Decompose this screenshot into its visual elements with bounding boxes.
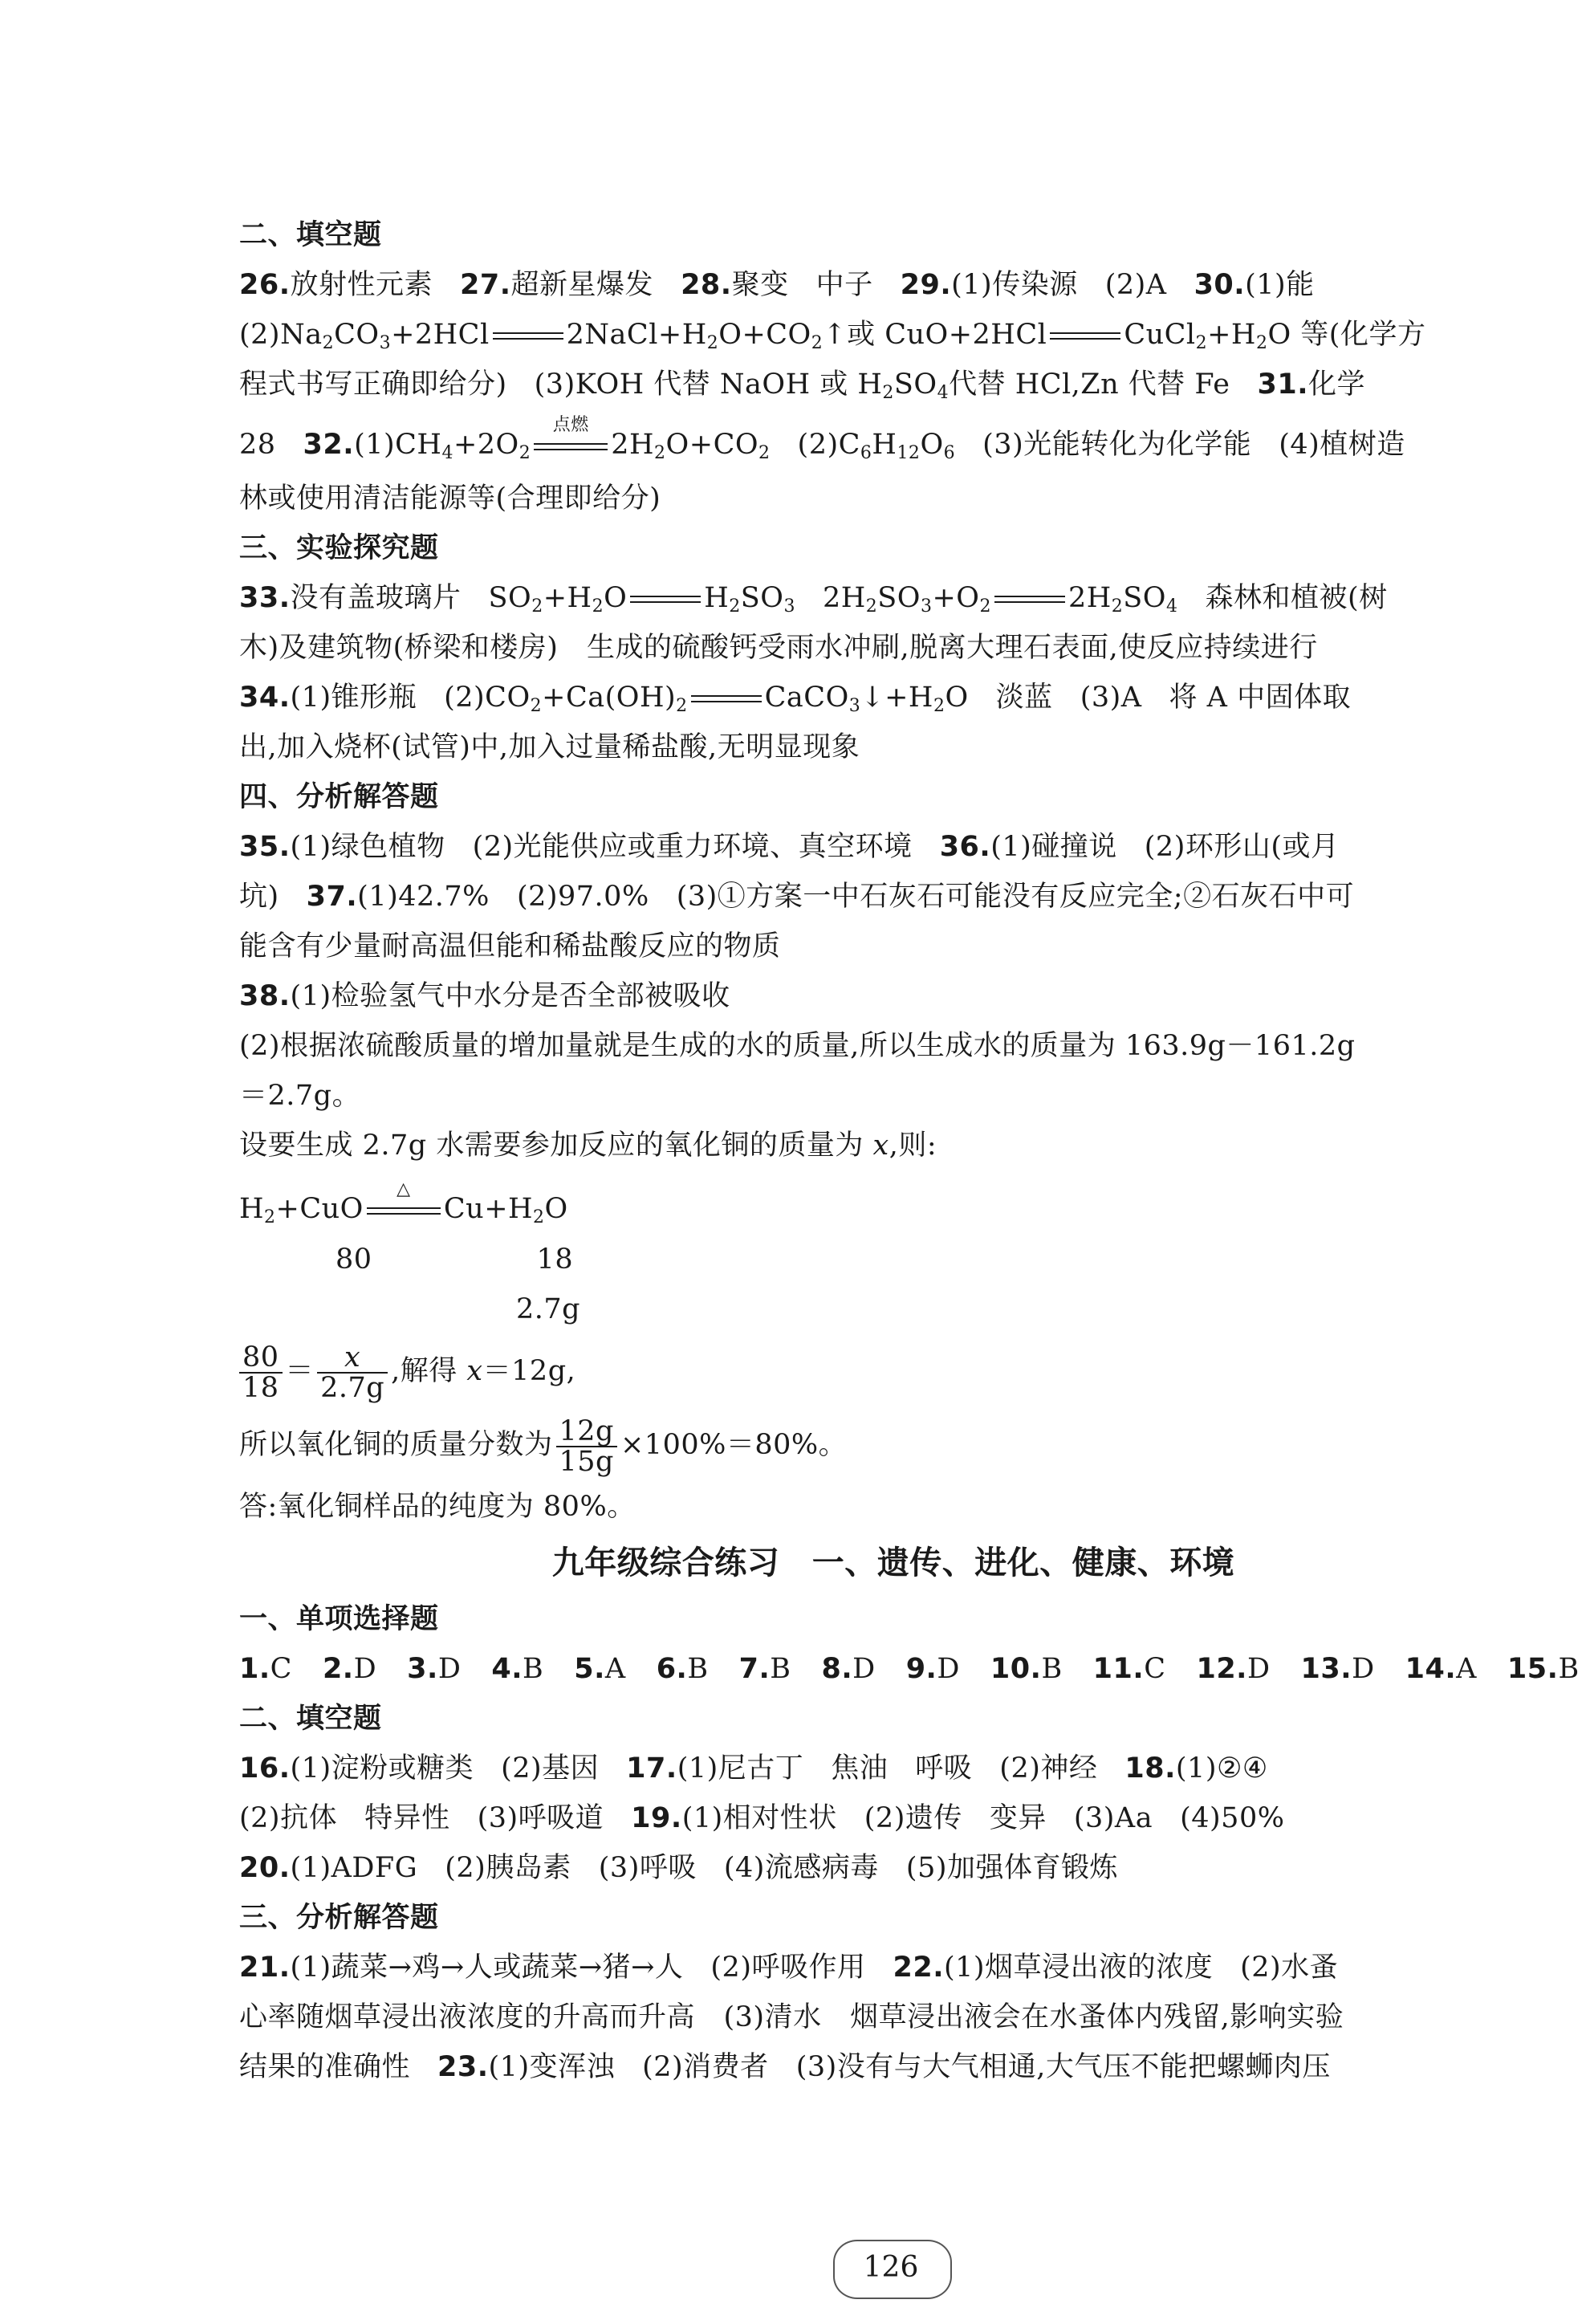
answer-choice: A xyxy=(604,1653,626,1685)
answer-number: 3. xyxy=(407,1653,438,1685)
answer-number: 12. xyxy=(1196,1653,1247,1685)
equation-sign xyxy=(630,596,701,603)
answer-choice: D xyxy=(353,1653,377,1685)
text-line: 所以氧化铜的质量分数为 $\frac{12g}{15g}$ ×100%＝80%。 xyxy=(239,1414,848,1478)
equation-sign xyxy=(691,695,762,702)
text-line: 26.放射性元素 27.超新星爆发 28.聚变 中子 29.(1)传染源 (2)A 30.(1)能 xyxy=(239,269,1315,301)
answer-choice: C xyxy=(1144,1653,1166,1685)
section-heading: 四、分析解答题 xyxy=(239,781,439,813)
section-heading: 一、单项选择题 xyxy=(239,1603,439,1635)
text-line: 33.没有盖玻璃片 $SO_2+H_2O$ $H_2SO_3$ $2H_2SO_3+O_2$ $2H_2SO_4$ 森林和植被(树 xyxy=(239,582,1388,617)
section-heading: 二、填空题 xyxy=(239,219,382,251)
text-line: $(2)Na_2CO_3+2HCl$ $2NaCl+H_2O+CO_2↑$或 CuO+2HCl $CuCl_2+H_2O$ 等(化学方 xyxy=(239,319,1426,353)
fraction: $\frac{12g}{15g}$ xyxy=(556,1417,617,1476)
text-line: 心率随烟草浸出液浓度的升高而升高 (3)清水 烟草浸出液会在水蚤体内残留,影响实验 xyxy=(239,2001,1344,2033)
answer-number: 8. xyxy=(821,1653,853,1685)
page-number: 126 xyxy=(863,2251,919,2284)
answer-number: 4. xyxy=(491,1653,523,1685)
equation-sign xyxy=(1050,332,1120,340)
answer-choice: D xyxy=(937,1653,960,1685)
answer-number: 10. xyxy=(990,1653,1042,1685)
answer-choice: B xyxy=(1041,1653,1063,1685)
answer-choice: D xyxy=(437,1653,462,1685)
text-line: (2)根据浓硫酸质量的增加量就是生成的水的质量,所以生成水的质量为 163.9g－161.2g xyxy=(239,1030,1356,1062)
text-line: 能含有少量耐高温但能和稀盐酸反应的物质 xyxy=(239,930,781,963)
text-line: 程式书写正确即给分) (3)KOH 代替 NaOH 或 $H_2SO_4$代替 HCl,Zn 代替 Fe 31.化学 xyxy=(239,368,1366,403)
answer-number: 15. xyxy=(1507,1653,1559,1685)
reaction-condition: △ xyxy=(367,1207,441,1214)
answer-number: 1. xyxy=(239,1653,270,1685)
answer-number: 6. xyxy=(656,1653,688,1685)
equation-sign xyxy=(994,596,1065,603)
equation-line: $H_2+CuO$ △ $Cu+H_2O$ xyxy=(239,1178,568,1227)
section-heading: 三、分析解答题 xyxy=(239,1902,439,1934)
text-line: 21.(1)蔬菜→鸡→人或蔬菜→猪→人 (2)呼吸作用 22.(1)烟草浸出液的浓度 (2)水蚤 xyxy=(239,1952,1339,1984)
text-line: 20.(1)ADFG (2)胰岛素 (3)呼吸 (4)流感病毒 (5)加强体育锻炼 xyxy=(239,1852,1119,1884)
text-line: 木)及建筑物(桥梁和楼房) 生成的硫酸钙受雨水冲刷,脱离大理石表面,使反应持续进行 xyxy=(239,632,1318,664)
fraction: $\frac{x}{2.7g}$ xyxy=(317,1343,388,1402)
equation-sign xyxy=(493,332,563,340)
answer-choice: A xyxy=(1456,1653,1477,1685)
answer-number: 11. xyxy=(1092,1653,1145,1685)
text-line: 28 $32.(1)CH_4+2O_2$ 点燃 $2H_2O+CO_2$ $(2)C_6H_{12}O_6$ (3)光能转化为化学能 (4)植树造 xyxy=(239,414,1405,463)
text-line: 林或使用清洁能源等(合理即给分) xyxy=(239,482,661,515)
answer-choice: C xyxy=(270,1653,292,1685)
answer-number: 9. xyxy=(905,1653,937,1685)
answer-number: 14. xyxy=(1405,1653,1457,1685)
answer-choice: B xyxy=(770,1653,791,1685)
text-line: 坑) 37.(1)42.7% (2)97.0% (3)①方案一中石灰石可能没有反应完全;②石灰石中可 xyxy=(239,881,1355,913)
text-line: 34.(1)锥形瓶 $(2)CO_2+Ca(OH)_2$ $CaCO_3↓+H_2O$ 淡蓝 (3)A 将 A 中固体取 xyxy=(239,682,1352,716)
answer-number: 5. xyxy=(574,1653,605,1685)
answer-number: 7. xyxy=(738,1653,771,1685)
answer-choice: B xyxy=(687,1653,709,1685)
section-heading: 三、实验探究题 xyxy=(239,532,439,564)
text-line: 答:氧化铜样品的纯度为 80%。 xyxy=(239,1491,636,1523)
reaction-condition: 点燃 xyxy=(534,443,608,450)
answer-number: 2. xyxy=(322,1653,354,1685)
text-line: 设要生成 2.7g 水需要参加反应的氧化铜的质量为 x,则: xyxy=(239,1129,937,1162)
answer-choice: D xyxy=(852,1653,876,1685)
text-line: 16.(1)淀粉或糖类 (2)基因 17.(1)尼古丁 焦油 呼吸 (2)神经 18.(1)②④ xyxy=(239,1752,1268,1785)
answer-choice: D xyxy=(1246,1653,1271,1685)
answer-content xyxy=(239,210,1580,2092)
fraction: $\frac{80}{18}$ xyxy=(239,1343,283,1402)
answer-key-line xyxy=(239,1644,1580,1694)
section-title: 九年级综合练习 一、遗传、进化、健康、环境 xyxy=(551,1545,1235,1581)
answer-choice: B xyxy=(523,1653,544,1685)
equation-line: $\frac{80}{18}$ ＝ $\frac{x}{2.7g}$ ,解得 x＝12g, xyxy=(239,1334,1547,1408)
answer-choice: B xyxy=(1558,1653,1580,1685)
text-line: 出,加入烧杯(试管)中,加入过量稀盐酸,无明显现象 xyxy=(239,731,860,763)
text-line: ＝2.7g。 xyxy=(239,1080,361,1112)
text-line: (2)抗体 特异性 (3)呼吸道 19.(1)相对性状 (2)遗传 变异 (3)Aa (4)50% xyxy=(239,1802,1285,1834)
answer-choice: D xyxy=(1352,1653,1375,1685)
text-line: 35.(1)绿色植物 (2)光能供应或重力环境、真空环境 36.(1)碰撞说 (2)环形山(或月 xyxy=(239,831,1340,863)
text-line: 结果的准确性 23.(1)变浑浊 (2)消费者 (3)没有与大气相通,大气压不能把螺蛳肉压 xyxy=(239,2051,1331,2083)
text-line: 38.(1)检验氢气中水分是否全部被吸收 xyxy=(239,980,730,1012)
equation-line: 80 18 xyxy=(336,1243,574,1276)
equation-line: 2.7g xyxy=(516,1293,581,1325)
section-heading: 二、填空题 xyxy=(239,1703,382,1735)
answer-number: 13. xyxy=(1300,1653,1352,1685)
